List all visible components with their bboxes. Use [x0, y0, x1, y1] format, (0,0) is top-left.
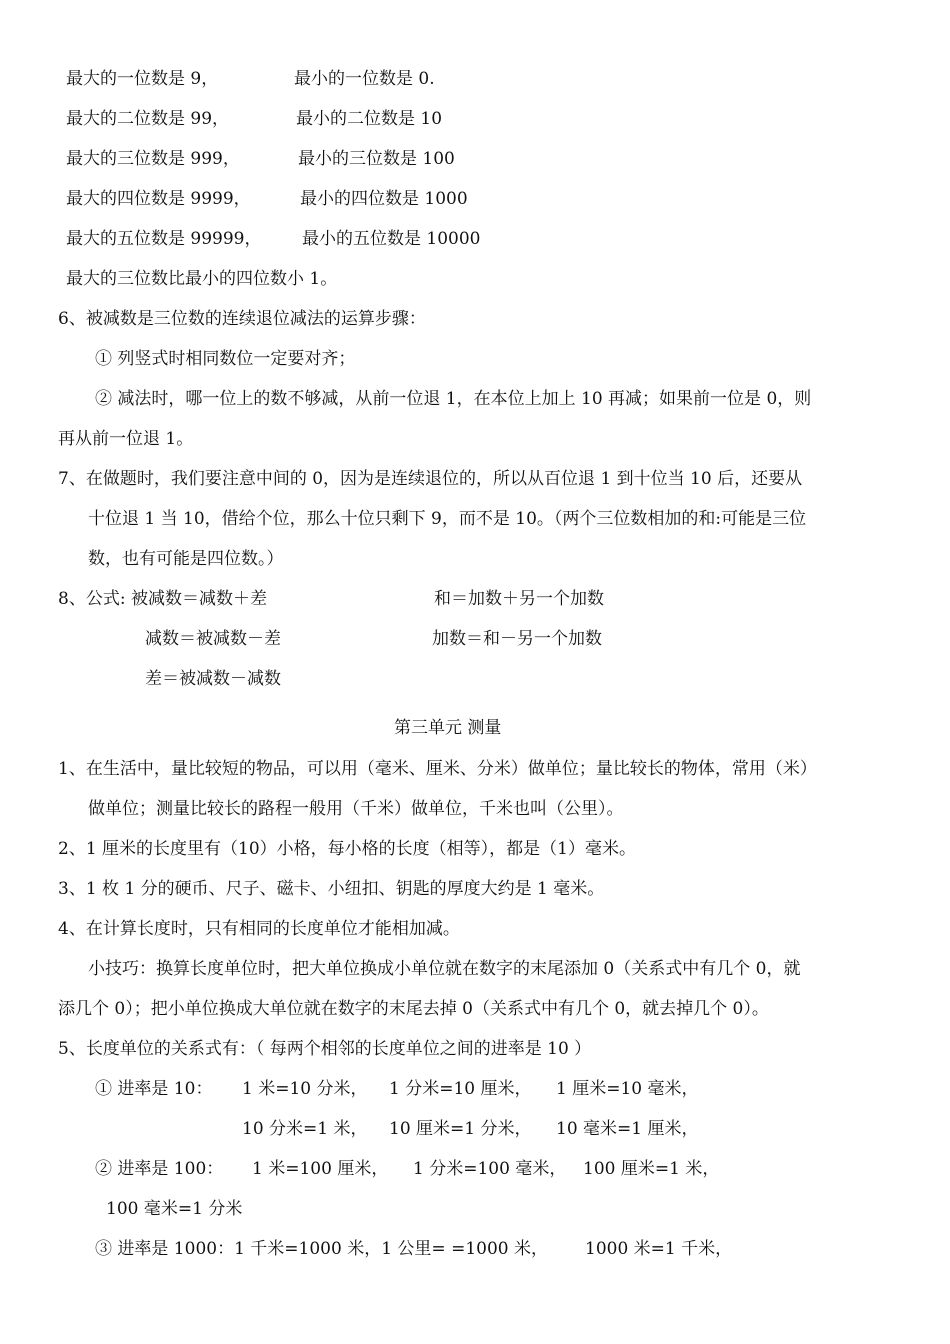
- rate-10-eq-3: 1 厘米=10 毫米，: [556, 1079, 699, 1099]
- tip-line-1: 小技巧：换算长度单位时，把大单位换成小单位就在数字的末尾添加 0（关系式中有几个 0，就: [88, 959, 801, 979]
- item-6-heading: 6、被减数是三位数的连续退位减法的运算步骤：: [58, 309, 426, 329]
- item-7-line-1: 7、在做题时，我们要注意中间的 0，因为是连续退位的，所以从百位退 1 到十位当 10 后，还要从: [58, 469, 803, 489]
- formula-minuend: 8、公式: 被减数＝减数＋差: [58, 589, 267, 609]
- rate-100-eq-3: 100 厘米=1 米，: [583, 1159, 720, 1179]
- min-two-digit: 最小的二位数是 10: [296, 109, 443, 129]
- rate-100-label: ② 进率是 100：: [95, 1159, 224, 1179]
- item-7-line-3: 数，也有可能是四位数。）: [88, 549, 284, 569]
- rate-10-eq-5: 10 厘米=1 分米，: [389, 1119, 532, 1139]
- unit3-item-3: 3、1 枚 1 分的硬币、尺子、磁卡、小纽扣、钥匙的厚度大约是 1 毫米。: [58, 879, 605, 899]
- min-one-digit: 最小的一位数是 0.: [294, 69, 435, 89]
- unit3-item-4: 4、在计算长度时，只有相同的长度单位才能相加减。: [58, 919, 460, 939]
- max-one-digit: 最大的一位数是 9，: [66, 69, 219, 89]
- rate-10-eq-1: 1 米=10 分米，: [242, 1079, 368, 1099]
- max-two-digit: 最大的二位数是 99，: [66, 109, 230, 129]
- unit3-item-1-line-2: 做单位；测量比较长的路程一般用（千米）做单位，千米也叫（公里）。: [88, 799, 624, 819]
- min-five-digit: 最小的五位数是 10000: [302, 229, 481, 249]
- min-four-digit: 最小的四位数是 1000: [300, 189, 468, 209]
- formula-sum: 和＝加数＋另一个加数: [434, 589, 604, 609]
- max-three-digit: 最大的三位数是 999，: [66, 149, 240, 169]
- item-7-line-2: 十位退 1 当 10，借给个位，那么十位只剩下 9，而不是 10。（两个三位数相加的和:可能是三位: [88, 509, 807, 529]
- rate-10-eq-4: 10 分米=1 米，: [242, 1119, 368, 1139]
- section-title: 第三单元 测量: [394, 718, 502, 738]
- item-6-step-1: ① 列竖式时相同数位一定要对齐；: [95, 349, 356, 369]
- rate-10-eq-6: 10 毫米=1 厘米，: [556, 1119, 699, 1139]
- formula-subtrahend: 减数＝被减数－差: [145, 629, 281, 649]
- formula-difference: 差＝被减数－减数: [145, 669, 281, 689]
- rate-1000-eq-last: 1000 米=1 千米，: [585, 1239, 733, 1259]
- rate-100-eq-4: 100 毫米=1 分米: [106, 1199, 243, 1219]
- unit3-item-1-line-1: 1、在生活中，量比较短的物品，可以用（毫米、厘米、分米）做单位；量比较长的物体，常用（米）: [58, 759, 817, 779]
- rate-10-label: ① 进率是 10：: [95, 1079, 213, 1099]
- max-four-digit: 最大的四位数是 9999，: [66, 189, 251, 209]
- min-three-digit: 最小的三位数是 100: [298, 149, 455, 169]
- max-five-digit: 最大的五位数是 99999，: [66, 229, 262, 249]
- formula-addend: 加数＝和－另一个加数: [432, 629, 602, 649]
- item-6-step-2-cont: 再从前一位退 1。: [58, 429, 194, 449]
- item-6-step-2: ② 减法时，哪一位上的数不够减，从前一位退 1，在本位上加上 10 再减；如果前一位是 0，则: [95, 389, 812, 409]
- unit3-item-2: 2、1 厘米的长度里有（10）小格，每小格的长度（相等），都是（1）毫米。: [58, 839, 636, 859]
- unit3-item-5: 5、长度单位的关系式有：（ 每两个相邻的长度单位之间的进率是 10 ）: [58, 1039, 592, 1059]
- comparison-note: 最大的三位数比最小的四位数小 1。: [66, 269, 338, 289]
- rate-100-eq-2: 1 分米=100 毫米，: [413, 1159, 567, 1179]
- rate-10-eq-2: 1 分米=10 厘米，: [389, 1079, 532, 1099]
- rate-1000-line: ③ 进率是 1000：1 千米=1000 米，1 公里= =1000 米，: [95, 1239, 548, 1259]
- tip-line-2: 添几个 0）；把小单位换成大单位就在数字的末尾去掉 0（关系式中有几个 0，就去掉几个 0）。: [58, 999, 769, 1019]
- rate-100-eq-1: 1 米=100 厘米，: [252, 1159, 389, 1179]
